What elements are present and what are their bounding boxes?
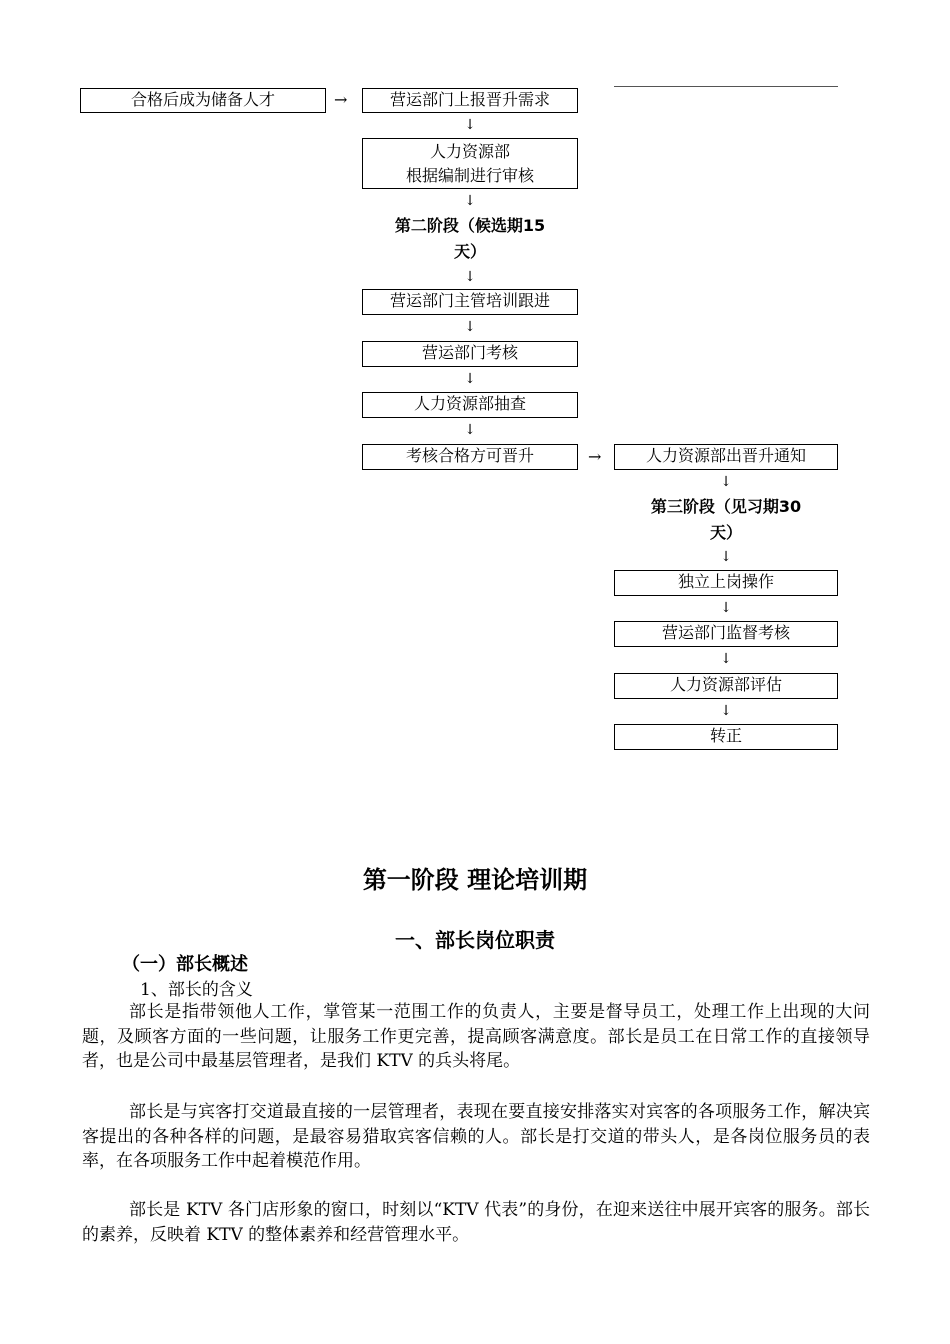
arrow-down-5: ↓ bbox=[464, 371, 476, 387]
stage3-label bbox=[614, 494, 838, 546]
arrow-down-10: ↓ bbox=[720, 651, 732, 667]
arrow-down-2: ↓ bbox=[464, 193, 476, 209]
stage3-line2: 天） bbox=[709, 523, 742, 542]
box-report-demand: 营运部门上报晋升需求 bbox=[362, 88, 578, 113]
box-hr-review bbox=[362, 138, 578, 189]
box-hr-promotion-notice: 人力资源部出晋升通知 bbox=[614, 444, 838, 470]
arrow-down-7: ↓ bbox=[720, 474, 732, 490]
arrow-down-3: ↓ bbox=[464, 269, 476, 285]
arrow-right-1: → bbox=[334, 90, 348, 109]
heading-section1: 一、部长岗位职责 bbox=[395, 928, 555, 952]
box-supervisor-training: 营运部门主管培训跟进 bbox=[362, 289, 578, 315]
box-confirm: 转正 bbox=[614, 724, 838, 750]
arrow-down-4: ↓ bbox=[464, 319, 476, 335]
paragraph-1: 部长是指带领他人工作，掌管某一范围工作的负责人，主要是督导员工，处理工作上出现的大问题，及顾客方面的一些问题，让服务工作更完善，提高顾客满意度。部长是员工在日常工作的直接领导者，也是公司中最基层管理者，是我们 KTV 的兵头将尾。 bbox=[82, 1002, 870, 1071]
arrow-down-9: ↓ bbox=[720, 600, 732, 616]
box-independent-work: 独立上岗操作 bbox=[614, 570, 838, 596]
stage2-label bbox=[362, 213, 578, 265]
arrow-down-8: ↓ bbox=[720, 549, 732, 565]
stage3-line1: 第三阶段（见习期30 bbox=[650, 497, 802, 516]
stage2-line2: 天） bbox=[453, 242, 486, 261]
box-reserve-talent: 合格后成为储备人才 bbox=[80, 88, 326, 113]
box-hr-review-line1: 人力资源部 bbox=[429, 142, 510, 161]
arrow-right-2: → bbox=[588, 447, 602, 466]
box-pass-promote: 考核合格方可晋升 bbox=[362, 444, 578, 470]
stage2-line1: 第二阶段（候选期15 bbox=[394, 216, 546, 235]
arrow-down-6: ↓ bbox=[464, 422, 476, 438]
sub-meaning: 1、部长的含义 bbox=[140, 980, 253, 1000]
arrow-down-11: ↓ bbox=[720, 703, 732, 719]
box-hr-spotcheck: 人力资源部抽查 bbox=[362, 392, 578, 418]
paragraph-2: 部长是与宾客打交道最直接的一层管理者，表现在要直接安排落实对宾客的各项服务工作，解决宾客提出的各种各样的问题，是最容易猎取宾客信赖的人。部长是打交道的带头人，是各岗位服务员的表率，在各项服务工作中起着模范作用。 bbox=[82, 1102, 870, 1171]
heading-overview: （一）部长概述 bbox=[122, 954, 248, 975]
box-ops-assessment: 营运部门考核 bbox=[362, 341, 578, 367]
box-supervise-assess: 营运部门监督考核 bbox=[614, 621, 838, 647]
paragraph-3: 部长是 KTV 各门店形象的窗口，时刻以“KTV 代表”的身份，在迎来送往中展开宾客的服务。部长的素养，反映着 KTV 的整体素养和经营管理水平。 bbox=[82, 1200, 870, 1245]
box-hr-evaluate: 人力资源部评估 bbox=[614, 673, 838, 699]
arrow-down-1: ↓ bbox=[464, 117, 476, 133]
top-right-rule bbox=[614, 86, 838, 87]
box-hr-review-line2: 根据编制进行审核 bbox=[405, 166, 534, 185]
heading-stage1: 第一阶段 理论培训期 bbox=[362, 866, 588, 894]
